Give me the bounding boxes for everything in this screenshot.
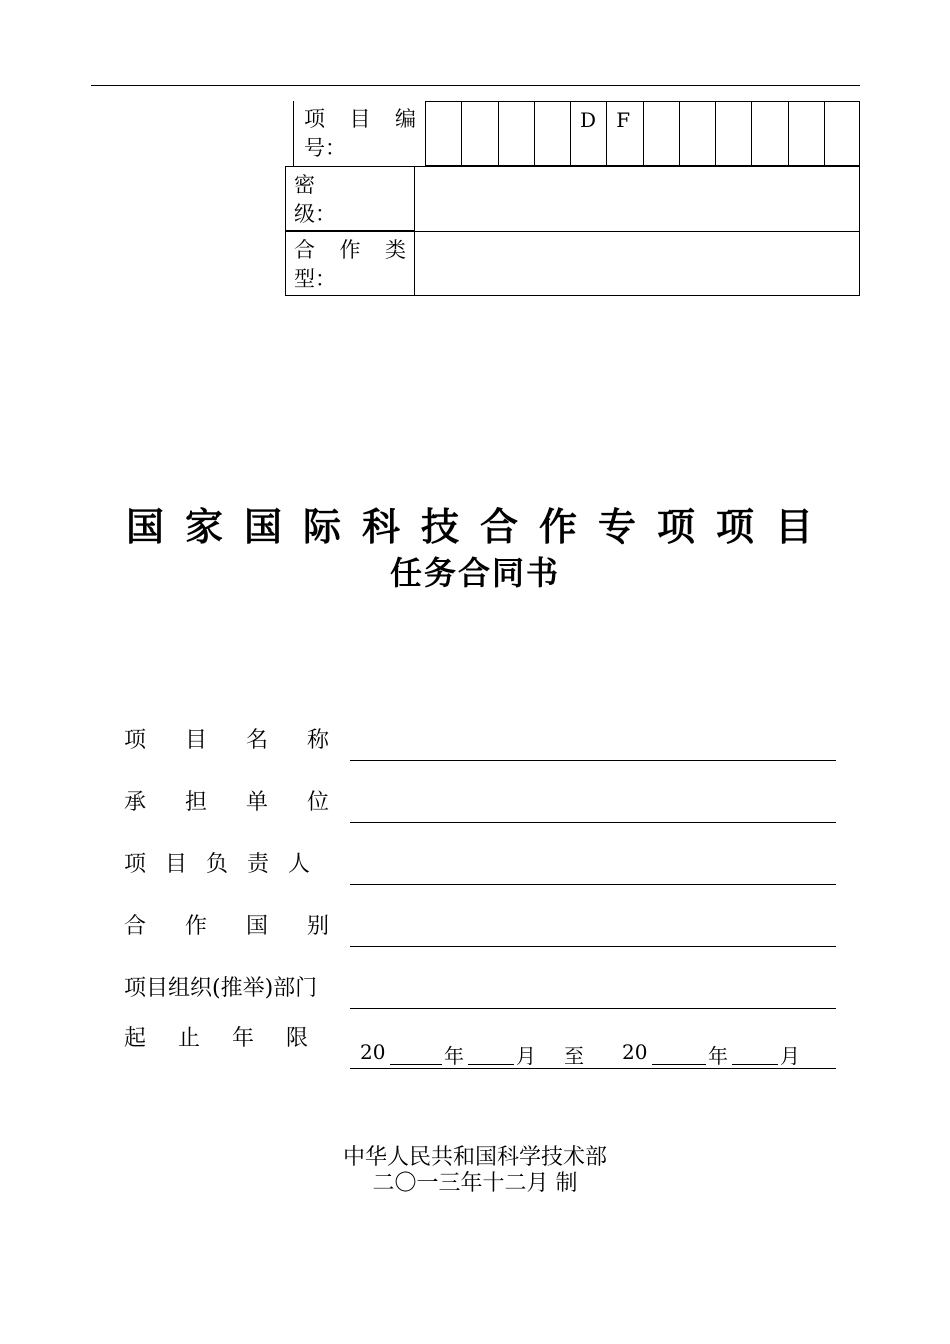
label-char: 项 [124, 728, 147, 753]
project-code-boxes [425, 101, 860, 166]
period-date-line[interactable] [350, 1040, 836, 1069]
label-char: 年 [231, 1026, 254, 1051]
project-name-field [124, 724, 836, 764]
project-leader-field [124, 848, 836, 888]
secrecy-label [285, 166, 415, 231]
end-year-blank[interactable] [652, 1040, 706, 1065]
label-char: 名 [245, 728, 268, 753]
start-month-blank[interactable] [468, 1040, 514, 1065]
label-line2: 号： [304, 136, 346, 160]
partner-country-field [124, 910, 836, 950]
code-box[interactable] [534, 101, 570, 166]
start-year-blank[interactable] [390, 1040, 442, 1065]
undertaking-unit-label [124, 786, 329, 826]
label-line2: 级： [294, 202, 336, 226]
project-leader-input-line[interactable] [350, 884, 836, 885]
label-char: 负 [205, 852, 228, 877]
label-char: 担 [184, 790, 207, 815]
organizing-dept-input-line[interactable] [350, 1008, 836, 1009]
label-char: 合 [294, 238, 315, 262]
project-name-input-line[interactable] [350, 760, 836, 761]
project-name-label [124, 724, 329, 764]
organizing-dept-label: 项目组织(推举)部门 [124, 976, 318, 1001]
undertaking-unit-input-line[interactable] [350, 822, 836, 823]
end-month-char: 月 [780, 1044, 800, 1068]
code-box[interactable] [461, 101, 497, 166]
start-year-char: 年 [444, 1044, 464, 1068]
label-char: 项 [304, 107, 325, 131]
code-box[interactable] [751, 101, 787, 166]
document-subtitle: 任务合同书 [389, 554, 560, 592]
secrecy-value-cell[interactable] [415, 166, 860, 231]
code-box[interactable] [824, 101, 860, 166]
coop-type-label [285, 231, 415, 296]
label-char: 起 [124, 1026, 147, 1051]
coop-type-row [285, 231, 860, 296]
start-month-char: 月 [516, 1044, 536, 1068]
period-label [124, 1022, 308, 1062]
header-info-table [285, 101, 860, 296]
undertaking-unit-field [124, 786, 836, 826]
project-leader-label [124, 848, 310, 888]
label-char: 称 [306, 728, 329, 753]
organizing-dept-field [124, 972, 836, 1012]
code-box[interactable] [788, 101, 824, 166]
label-char: 项 [124, 852, 147, 877]
partner-country-label [124, 910, 329, 950]
label-char: 编 [395, 107, 416, 131]
code-box[interactable] [425, 101, 461, 166]
label-char: 合 [124, 914, 147, 939]
label-char: 国 [245, 914, 268, 939]
project-number-row [285, 101, 860, 166]
label-char: 作 [184, 914, 207, 939]
label-char: 作 [339, 238, 361, 262]
to-char: 至 [564, 1044, 584, 1068]
label-char: 目 [184, 728, 207, 753]
label-char: 限 [285, 1026, 308, 1051]
label-line1: 密 [294, 173, 315, 197]
label-char: 责 [246, 852, 269, 877]
label-char: 别 [306, 914, 329, 939]
code-box[interactable]: D [570, 101, 606, 166]
start-year-prefix: 20 [360, 1040, 386, 1064]
label-char: 人 [287, 852, 310, 877]
partner-country-input-line[interactable] [350, 946, 836, 947]
coop-type-value-cell[interactable] [415, 231, 860, 296]
end-month-blank[interactable] [732, 1040, 778, 1065]
label-char: 承 [124, 790, 147, 815]
label-char: 类 [385, 238, 406, 262]
secrecy-row [285, 166, 860, 231]
end-year-char: 年 [708, 1044, 728, 1068]
code-box[interactable] [643, 101, 679, 166]
document-title: 国家国际科技合作专项项目 [125, 505, 834, 549]
code-box[interactable]: F [606, 101, 642, 166]
issue-date: 二〇一三年十二月 制 [372, 1171, 578, 1196]
label-char: 目 [349, 107, 371, 131]
end-year-prefix: 20 [622, 1040, 648, 1064]
top-rule [91, 85, 860, 86]
label-char: 位 [306, 790, 329, 815]
label-char: 目 [164, 852, 187, 877]
label-line2: 型： [294, 267, 336, 291]
issuer-name: 中华人民共和国科学技术部 [342, 1145, 607, 1170]
code-box[interactable] [498, 101, 534, 166]
label-char: 单 [245, 790, 268, 815]
label-char: 止 [177, 1026, 200, 1051]
project-number-label [293, 101, 425, 166]
code-box[interactable] [715, 101, 751, 166]
code-box[interactable] [679, 101, 715, 166]
